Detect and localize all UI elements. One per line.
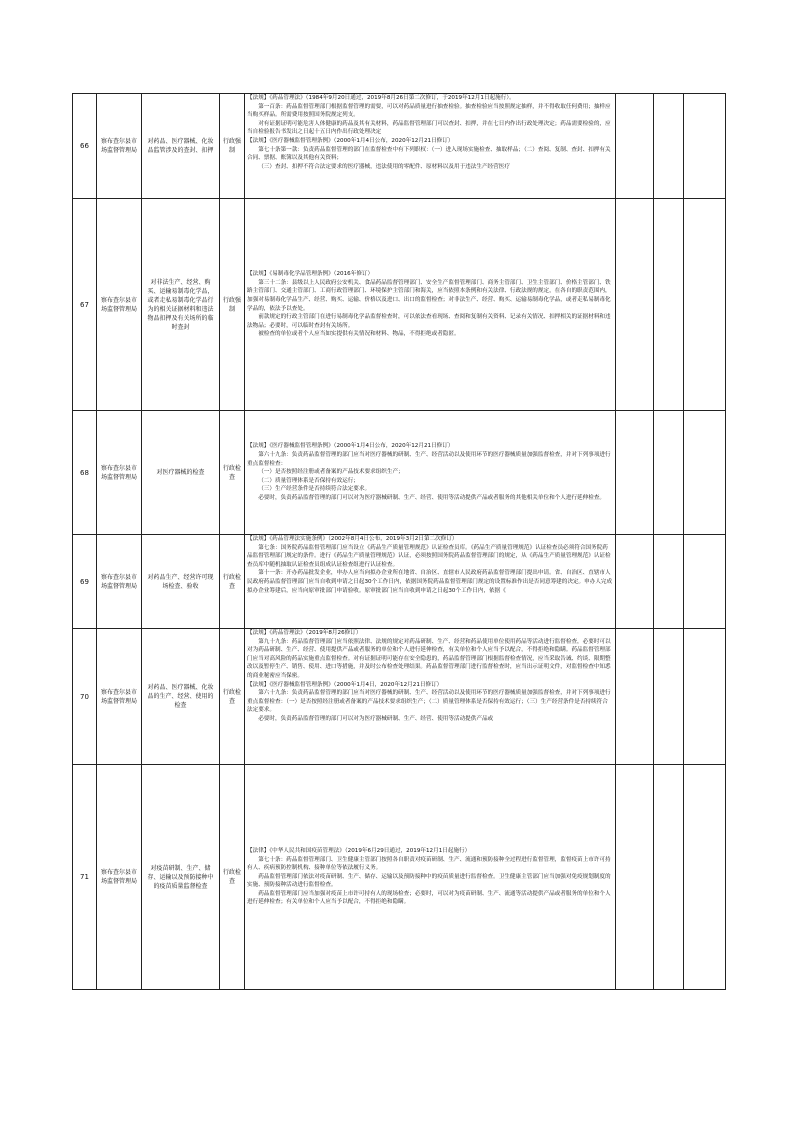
law-article: 药品监督管理部门依法对疫苗研制、生产、储存、运输以及预防接种中的疫苗质量进行监督检查。卫生健康主管部门应当加强对免疫规划制度的实施、预防接种活动进行监督检查。 (247, 873, 611, 889)
empty-cell-1 (616, 199, 654, 411)
row-index: 68 (73, 411, 97, 535)
legal-basis-cell (245, 629, 616, 765)
power-item-name: 对药品、医疗器械、化妆品监管涉及的查封、扣押 (142, 94, 220, 199)
law-article: 必要时，负责药品监督管理的部门可以对为医疗器械研制、生产、经营、使用等活动提供产品或者服务的其他相关单位和个人进行延伸检查。 (258, 494, 606, 501)
empty-cell-3 (684, 765, 726, 990)
table-row (73, 629, 726, 765)
empty-cell-3 (684, 94, 726, 199)
law-article: 药品监督管理部门应当加强对疫苗上市许可持有人的现场检查；必要时，可以对为疫苗研制、生产、流通等活动提供产品或者服务的单位和个人进行延伸检查；有关单位和个人应当予以配合，不得拒绝和隐瞒。 (247, 890, 611, 906)
implementing-agency: 察布查尔县市场监督管理局 (97, 94, 142, 199)
row-index: 70 (73, 629, 97, 765)
implementing-agency: 察布查尔县市场监督管理局 (97, 765, 142, 990)
law-citation: 【法规】《医疗器械监督管理条例》（2000年1月4日公布，2020年12月21日修订） (247, 443, 454, 450)
empty-cell-3 (684, 629, 726, 765)
table-row (73, 411, 726, 535)
power-list-table (72, 93, 726, 990)
law-article: 对有证据证明可能危害人体健康的药品及其有关材料，药品监督管理部门可以查封、扣押，并在七日内作出行政处理决定；药品需要检验的，应当自检验报告书发出之日起十五日内作出行政处理决定 (247, 120, 611, 136)
legal-basis-cell (245, 411, 616, 535)
row-index: 66 (73, 94, 97, 199)
empty-cell-1 (616, 411, 654, 535)
row-index: 71 (73, 765, 97, 990)
empty-cell-1 (616, 94, 654, 199)
empty-cell-3 (684, 199, 726, 411)
table-row (73, 199, 726, 411)
implementing-agency: 察布查尔县市场监督管理局 (97, 535, 142, 629)
law-citation: 【法规】《医疗器械监督管理条例》（2000年1月4日，2020年12月21日修订） (247, 681, 443, 688)
law-article: （三）查封、扣押不符合法定要求的医疗器械，违法使用的零配件、原材料以及用于违法生产经营医疗 (258, 163, 510, 170)
power-item-name: 对非法生产、经营、购买、运输易制毒化学品，或者走私易制毒化学品行为的相关证据材料和违法物品扣押及有关场所的临时查封 (142, 199, 220, 411)
power-type: 行政检查 (220, 629, 245, 765)
law-article: 第七条：国务院药品监督管理部门应当设立《药品生产质量管理规范》认证检查员库。《药品生产质量管理规范》认证检查员必须符合国务院药品监督管理部门规定的条件。进行《药品生产质量管理规范》认证，必须按照国务院药品监督管理部门的规定，从《药品生产质量管理规范》认证检查员库中随机抽取认证检查员组成认证检查组进行认证检查。 (247, 544, 611, 568)
table-row (73, 765, 726, 990)
power-item-name: 对疫苗研制、生产、储存、运输以及预防接种中的疫苗质量监督检查 (142, 765, 220, 990)
law-article: 第六十九条：负责药品监督管理的部门应当对医疗器械的研制、生产、经营活动以及使用环节的医疗器械质量加强监督检查，并对下列事项进行重点监督检查：（一）是否按照经注册或者备案的产品技术要求组织生产；（二）质量管理体系是否保持有效运行；（三）生产经营条件是否持续符合法定要求。 (247, 690, 611, 714)
empty-cell-2 (654, 629, 684, 765)
implementing-agency: 察布查尔县市场监督管理局 (97, 629, 142, 765)
legal-basis-cell (245, 765, 616, 990)
empty-cell-3 (684, 535, 726, 629)
power-type: 行政检查 (220, 411, 245, 535)
legal-basis-cell (245, 199, 616, 411)
empty-cell-2 (654, 765, 684, 990)
implementing-agency: 察布查尔县市场监督管理局 (97, 199, 142, 411)
law-article: 必要时，负责药品监督管理的部门可以对为医疗器械研制、生产、经营、使用等活动提供产品或 (258, 715, 494, 722)
law-citation: 【法规】《药品管理法》（1984年9月20日通过，2019年8月26日第二次修订，于2019年12月1日起施行）。 (247, 95, 515, 101)
empty-cell-2 (654, 411, 684, 535)
table-row (73, 535, 726, 629)
empty-cell-1 (616, 535, 654, 629)
law-citation: 【法规】《药品管理法实施条例》（2002年8月4日公布，2019年3月2日第二次修订） (247, 536, 458, 542)
power-item-name: 对药品、医疗器械、化妆品的生产、经营、使用的检查 (142, 629, 220, 765)
law-article: 第九十九条：药品监督管理部门应当依照法律、法规的规定对药品研制、生产、经营和药品使用单位使用药品等活动进行监督检查，必要时可以对为药品研制、生产、经营、使用提供产品或者服务的单位和个人进行延伸检查，有关单位和个人应当予以配合，不得拒绝和隐瞒。药品监督管理部门应当对高风险的药品实施重点监督检查。对有证据证明可能存在安全隐患的，药品监督管理部门根据监督检查情况，应当采取告诫、约谈、限期整改以及暂停生产、销售、使用、进口等措施，并及时公布检查处理结果。药品监督管理部门进行监督检查时，应当出示证明文件，对监督检查中知悉的商业秘密应当保密。 (247, 638, 611, 679)
legal-basis-cell (245, 94, 616, 199)
power-item-name: 对医疗器械的检查 (142, 411, 220, 535)
law-article: 第七十条：药品监督管理部门、卫生健康主管部门按照各自职责对疫苗研制、生产、流通和预防接种全过程进行监督管理，监督疫苗上市许可持有人、疾病预防控制机构、接种单位等依法履行义务。 (247, 856, 611, 872)
law-citation: 【法规】《药品管理法》（2019年8月26修订） (247, 630, 362, 636)
law-citation: 【法律】《中华人民共和国疫苗管理法》（2019年6月29日通过，2019年12月1日起施行） (247, 847, 471, 854)
legal-basis-cell (245, 535, 616, 629)
empty-cell-2 (654, 199, 684, 411)
law-article: 第七十条第一款：负责药品监督管理的部门在监督检查中有下列职权：（一）进入现场实施检查、抽取样品；（二）查阅、复制、查封、扣押有关合同、票据、账簿以及其他有关资料； (247, 146, 611, 162)
power-type: 行政强制 (220, 199, 245, 411)
law-article: 第三十二条：县级以上人民政府公安机关、食品药品监督管理部门、安全生产监督管理部门、商务主管部门、卫生主管部门、价格主管部门、铁路主管部门、交通主管部门、工商行政管理部门、环境保护主管部门和海关，应当依照本条例和有关法律、行政法规的规定，在各自的职责范围内，加强对易制毒化学品生产、经营、购买、运输、价格以及进口、出口的监督检查；对非法生产、经营、购买、运输易制毒化学品，或者走私易制毒化学品的，依法予以查处。 (247, 279, 611, 312)
law-article: （三）生产经营条件是否持续符合法定要求。 (258, 486, 371, 493)
law-article: 第六十九条：负责药品监督管理的部门应当对医疗器械的研制、生产、经营活动以及使用环节的医疗器械质量加强监督检查，并对下列事项进行重点监督检查： (247, 452, 611, 467)
law-citation: 【法规】《医疗器械监督管理条例》（2000年1月4日公布，2020年12月21日修订） (247, 137, 454, 144)
law-article: 前款规定的行政主管部门在进行易制毒化学品监督检查时，可以依法查看现场、查阅和复制有关资料、记录有关情况、扣押相关的证据材料和违法物品；必要时，可以临时查封有关场所。 (247, 314, 611, 329)
power-type: 行政检查 (220, 765, 245, 990)
empty-cell-1 (616, 765, 654, 990)
table-row (73, 94, 726, 199)
empty-cell-2 (654, 535, 684, 629)
law-article: 被检查的单位或者个人应当如实提供有关情况和材料、物品，不得拒绝或者隐匿。 (258, 331, 460, 338)
power-type: 行政检查 (220, 535, 245, 629)
empty-cell-3 (684, 411, 726, 535)
law-article: （二）质量管理体系是否保持有效运行； (258, 477, 359, 484)
power-item-name: 对药品生产、经营许可现场检查、验收 (142, 535, 220, 629)
row-index: 67 (73, 199, 97, 411)
law-article: （一）是否按照经注册或者备案的产品技术要求组织生产； (258, 469, 404, 476)
empty-cell-2 (654, 94, 684, 199)
empty-cell-1 (616, 629, 654, 765)
law-article: 第十一条：开办药品批发企业，申办人应当向拟办企业所在地省、自治区、直辖市人民政府药品监督管理部门提出申请。省、自治区、直辖市人民政府药品监督管理部门应当自收到申请之日起30个工作日内，依据国务院药品监督管理部门规定的设置标准作出是否同意筹建的决定。申办人完成拟办企业筹建后，应当向原审批部门申请验收。原审批部门应当自收到申请之日起30个工作日内，依据《 (247, 570, 613, 594)
law-article: 第一百条：药品监督管理部门根据监督管理的需要，可以对药品质量进行抽查检验。抽查检验应当按照规定抽样，并不得收取任何费用；抽样应当购买样品。所需费用按照国务院规定列支。 (247, 103, 611, 119)
law-citation: 【法规】《易制毒化学品管理条例》（2016年修订） (247, 271, 374, 278)
implementing-agency: 察布查尔县市场监督管理局 (97, 411, 142, 535)
power-type: 行政强制 (220, 94, 245, 199)
row-index: 69 (73, 535, 97, 629)
